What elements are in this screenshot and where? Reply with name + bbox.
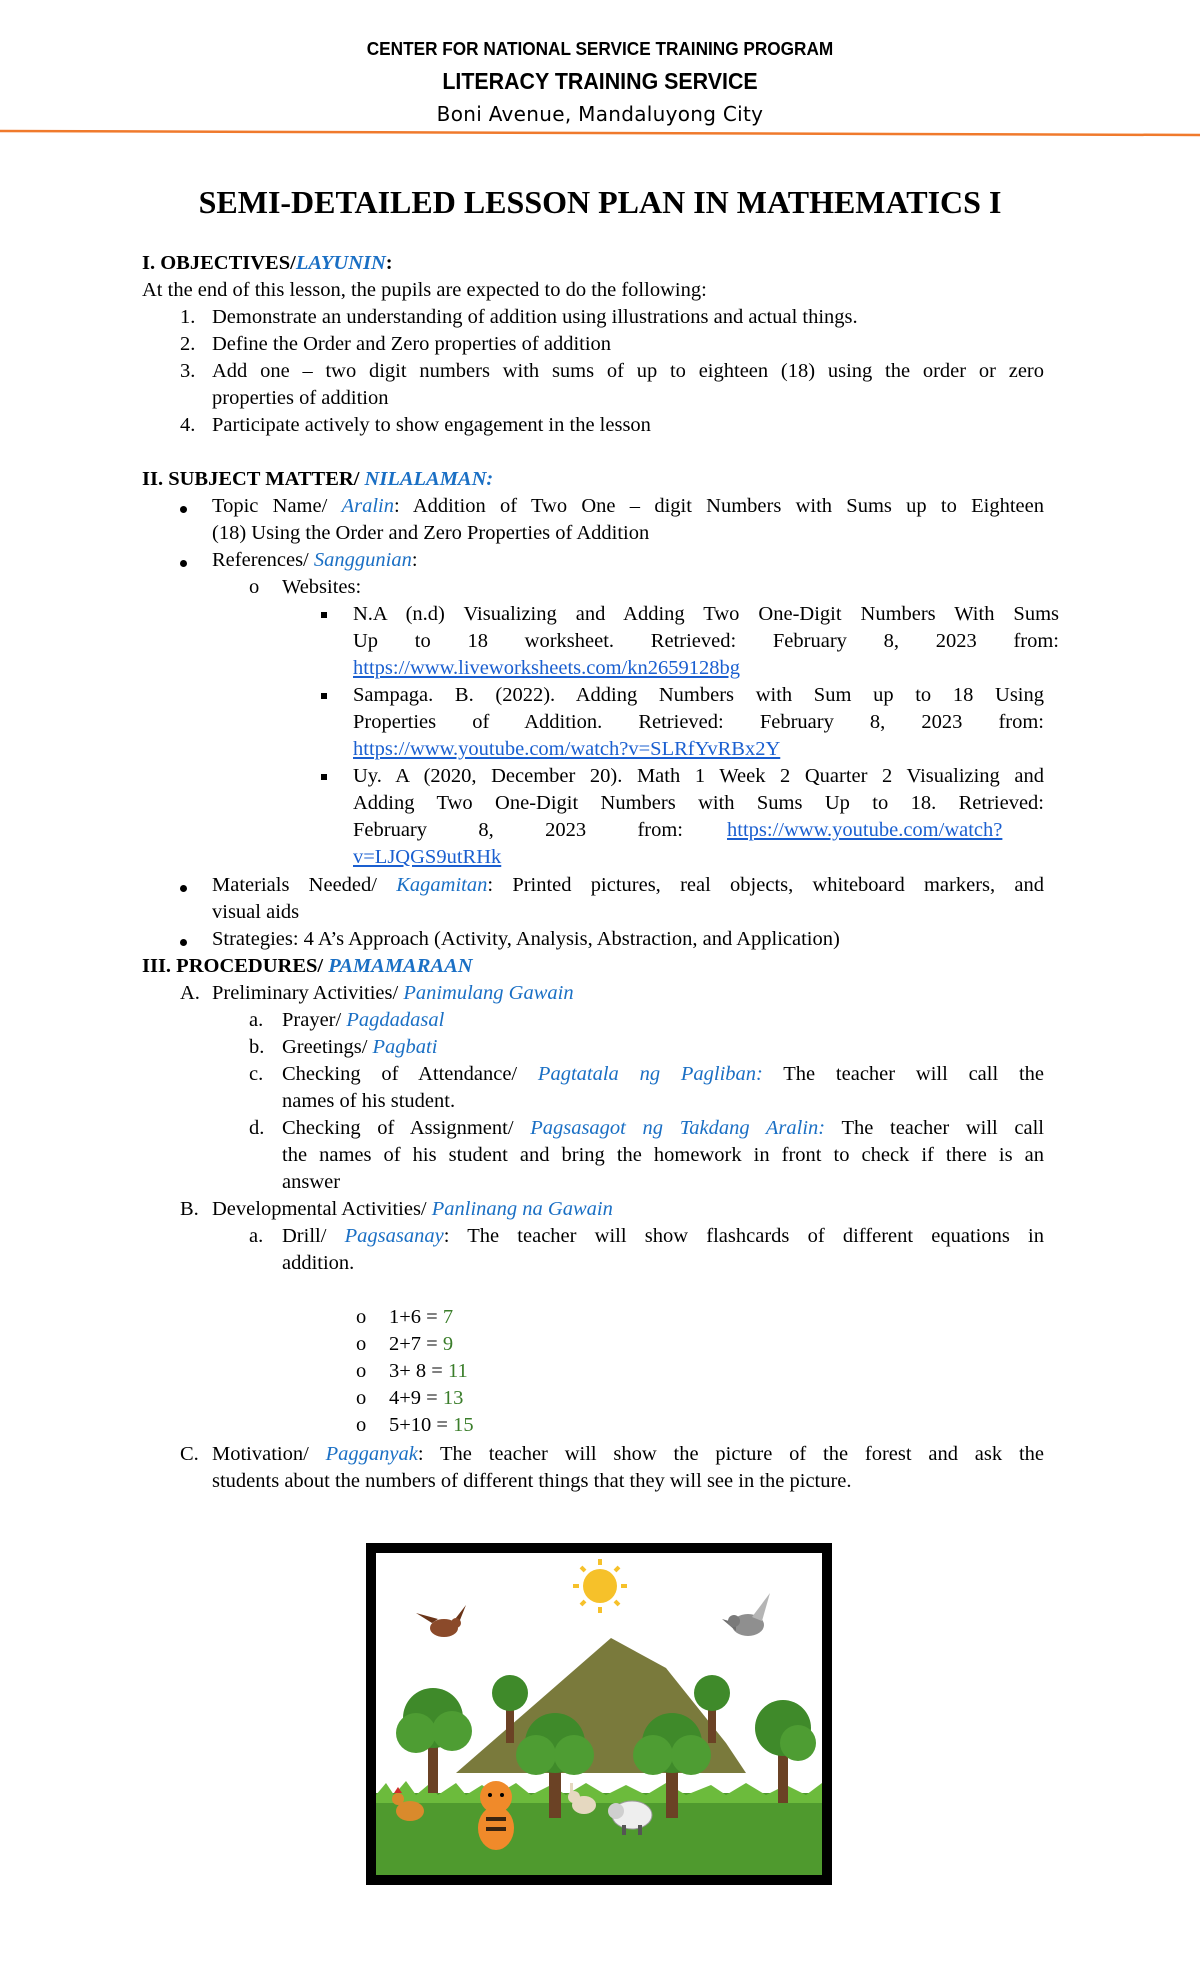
ref-1-line-2: Up to 18 worksheet. Retrieved: February 8, 2023 from: bbox=[353, 630, 1059, 652]
address: Boni Avenue, Mandaluyong City bbox=[436, 102, 764, 126]
section-b-letter: B. bbox=[180, 1198, 199, 1220]
section-b-title: Developmental Activities/ Panlinang na Gawain bbox=[212, 1198, 613, 1220]
ref-3-link-part-2[interactable]: v=LJQGS9utRHk bbox=[353, 846, 502, 868]
attendance-item: Checking of Attendance/ Pagtatala ng Pagliban: The teacher will call the bbox=[282, 1063, 1044, 1085]
item-a-letter: a. bbox=[249, 1009, 264, 1031]
ref-2-line-1: Sampaga. B. (2022). Adding Numbers with Sum up to 18 Using bbox=[353, 684, 1044, 706]
materials-line: Materials Needed/ Kagamitan: Printed pictures, real objects, whiteboard markers, and bbox=[212, 874, 1044, 896]
references-label: References/ Sanggunian: bbox=[212, 549, 418, 571]
header-rule bbox=[0, 126, 1200, 138]
square-bullet-icon bbox=[321, 693, 327, 699]
square-bullet-icon bbox=[321, 774, 327, 780]
page-title: SEMI-DETAILED LESSON PLAN IN MATHEMATICS I bbox=[198, 184, 1002, 220]
equation-marker: o bbox=[356, 1414, 367, 1436]
websites-marker: o bbox=[249, 576, 260, 598]
bullet-icon bbox=[180, 939, 187, 946]
objective-1: Demonstrate an understanding of addition using illustrations and actual things. bbox=[212, 306, 858, 328]
ref-1-link[interactable]: https://www.liveworksheets.com/kn2659128bg bbox=[353, 657, 740, 679]
equation-2: 2+7 = 9 bbox=[389, 1333, 454, 1355]
objective-3-num: 3. bbox=[180, 360, 196, 382]
equation-1: 1+6 = 7 bbox=[389, 1306, 454, 1328]
drill-item: Drill/ Pagsasanay: The teacher will show flashcards of different equations in bbox=[282, 1225, 1044, 1247]
websites-label: Websites: bbox=[282, 576, 362, 598]
assignment-item-cont-2: answer bbox=[282, 1171, 341, 1193]
objectives-intro: At the end of this lesson, the pupils are expected to do the following: bbox=[142, 279, 707, 301]
subject-heading: II. SUBJECT MATTER/ NILALAMAN: bbox=[142, 468, 494, 490]
ref-3-link-part-1[interactable]: https://www.youtube.com/watch? bbox=[727, 819, 1003, 841]
forest-picture bbox=[366, 1543, 832, 1885]
objective-3-cont: properties of addition bbox=[212, 387, 389, 409]
strategies-line: Strategies: 4 A’s Approach (Activity, Analysis, Abstraction, and Application) bbox=[212, 928, 840, 950]
bullet-icon bbox=[180, 506, 187, 513]
ref-3-line-2: Adding Two One-Digit Numbers with Sums Up to 18. Retrieved: bbox=[353, 792, 1044, 814]
bullet-icon bbox=[180, 885, 187, 892]
item-d-letter: d. bbox=[249, 1117, 265, 1139]
objective-4: Participate actively to show engagement in the lesson bbox=[212, 414, 651, 436]
motivation-item: Motivation/ Pagganyak: The teacher will show the picture of the forest and ask the bbox=[212, 1443, 1045, 1465]
ref-3-line-1: Uy. A (2020, December 20). Math 1 Week 2 Quarter 2 Visualizing and bbox=[353, 765, 1044, 787]
tiger-icon bbox=[478, 1781, 514, 1850]
assignment-item: Checking of Assignment/ Pagsasagot ng Takdang Aralin: The teacher will call bbox=[282, 1117, 1045, 1139]
ref-2-link[interactable]: https://www.youtube.com/watch?v=SLRfYvRBx2Y bbox=[353, 738, 781, 760]
item-c-letter: c. bbox=[249, 1063, 264, 1085]
org-name: CENTER FOR NATIONAL SERVICE TRAINING PROGRAM bbox=[366, 38, 834, 59]
procedures-heading: III. PROCEDURES/ PAMAMARAAN bbox=[142, 955, 473, 977]
motivation-item-cont: students about the numbers of different things that they will see in the picture. bbox=[212, 1470, 852, 1492]
ref-1-line-1: N.A (n.d) Visualizing and Adding Two One-Digit Numbers With Sums bbox=[353, 603, 1059, 625]
square-bullet-icon bbox=[321, 612, 327, 618]
objective-2: Define the Order and Zero properties of addition bbox=[212, 333, 612, 355]
topic-line: Topic Name/ Aralin: Addition of Two One – digit Numbers with Sums up to Eighteen bbox=[212, 495, 1045, 517]
assignment-item-cont: the names of his student and bring the homework in front to check if there is an bbox=[282, 1144, 1044, 1166]
ref-2-line-2: Properties of Addition. Retrieved: February 8, 2023 from: bbox=[353, 711, 1044, 733]
greetings-item: Greetings/ Pagbati bbox=[282, 1036, 438, 1058]
materials-line-2: visual aids bbox=[212, 901, 300, 923]
prayer-item: Prayer/ Pagdadasal bbox=[282, 1009, 445, 1031]
objective-2-num: 2. bbox=[180, 333, 196, 355]
section-a-title: Preliminary Activities/ Panimulang Gawain bbox=[212, 982, 574, 1004]
equation-5: 5+10 = 15 bbox=[389, 1414, 474, 1436]
attendance-item-cont: names of his student. bbox=[282, 1090, 456, 1112]
section-c-letter: C. bbox=[180, 1443, 199, 1465]
equation-marker: o bbox=[356, 1360, 367, 1382]
equation-3: 3+ 8 = 11 bbox=[389, 1360, 468, 1382]
equation-4: 4+9 = 13 bbox=[389, 1387, 464, 1409]
equation-marker: o bbox=[356, 1333, 367, 1355]
objective-4-num: 4. bbox=[180, 414, 196, 436]
program-name: LITERACY TRAINING SERVICE bbox=[442, 68, 758, 94]
objectives-heading: I. OBJECTIVES/LAYUNIN: bbox=[142, 252, 393, 274]
equation-marker: o bbox=[356, 1387, 367, 1409]
item-b-letter: b. bbox=[249, 1036, 265, 1058]
drill-item-cont: addition. bbox=[282, 1252, 355, 1274]
bullet-icon bbox=[180, 560, 187, 567]
drill-letter: a. bbox=[249, 1225, 264, 1247]
objective-1-num: 1. bbox=[180, 306, 196, 328]
topic-line-2: (18) Using the Order and Zero Properties of Addition bbox=[212, 522, 650, 544]
equation-marker: o bbox=[356, 1306, 367, 1328]
objective-3: Add one – two digit numbers with sums of up to eighteen (18) using the order or zero bbox=[212, 360, 1044, 382]
section-a-letter: A. bbox=[180, 982, 200, 1004]
ref-3-line-3: February 8, 2023 from: bbox=[353, 819, 683, 841]
